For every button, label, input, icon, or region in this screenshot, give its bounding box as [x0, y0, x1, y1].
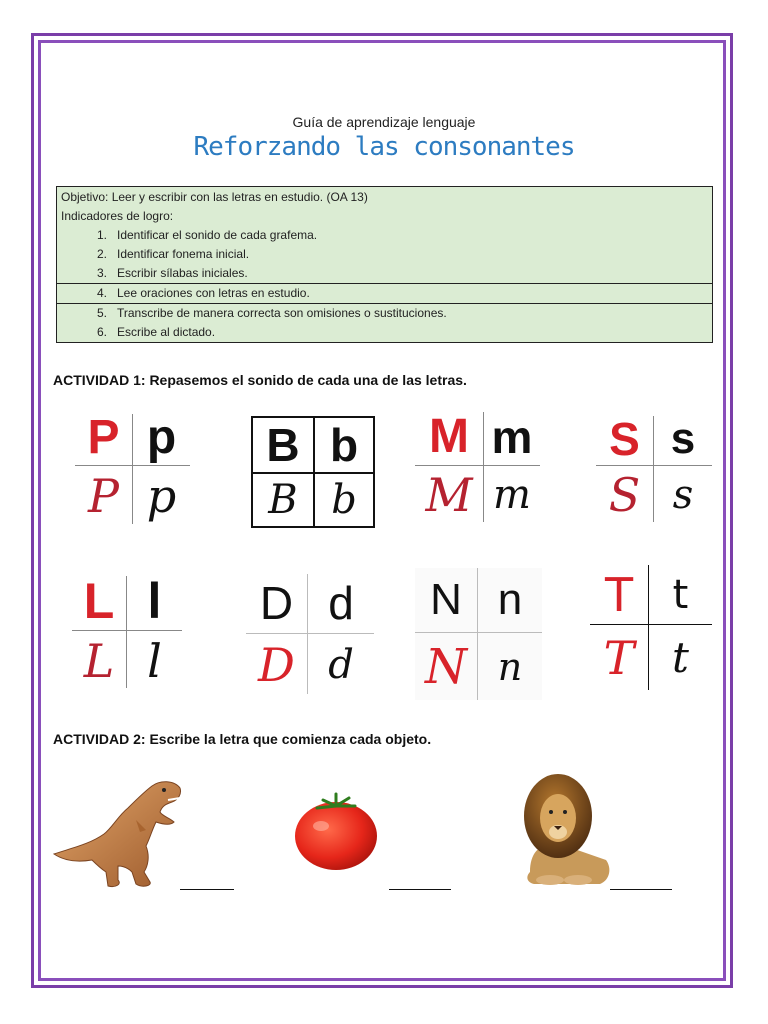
- cursive-upper-letter: D: [258, 638, 295, 692]
- tomato-icon: [293, 792, 379, 872]
- letter-card-b: [251, 416, 375, 528]
- cursive-upper-letter: B: [268, 477, 298, 523]
- cursive-lower-letter: b: [331, 477, 357, 523]
- print-upper-letter: S: [609, 412, 640, 465]
- print-lower-letter: p: [146, 411, 177, 464]
- print-upper-letter: B: [266, 419, 300, 471]
- letter-card-t: [590, 565, 712, 690]
- indicators-label: Indicadores de logro:: [61, 209, 174, 223]
- activity-1-label: ACTIVIDAD 1: Repasemos el sonido de cada una de las letras.: [53, 372, 467, 388]
- print-lower-letter: s: [670, 413, 696, 463]
- cursive-upper-letter: T: [603, 630, 635, 685]
- print-upper-letter: P: [87, 411, 120, 464]
- print-lower-letter: n: [497, 575, 523, 624]
- lion-icon: [520, 772, 612, 888]
- page-title: Reforzando las consonantes: [193, 132, 575, 162]
- cursive-upper-letter: N: [425, 638, 467, 695]
- print-lower-letter: d: [328, 576, 354, 629]
- print-upper-letter: L: [83, 573, 115, 629]
- indicator-item: 2. Identificar fonema inicial.: [96, 247, 250, 261]
- print-upper-letter: N: [430, 575, 462, 624]
- cursive-lower-letter: s: [672, 472, 694, 518]
- print-lower-letter: t: [672, 571, 689, 618]
- indicator-item: 5. Transcribe de manera correcta son omisiones o sustituciones.: [96, 306, 447, 320]
- print-lower-letter: b: [329, 419, 359, 471]
- letter-card-s: [596, 412, 712, 524]
- answer-blank-line[interactable]: [180, 889, 234, 890]
- print-upper-letter: D: [259, 576, 294, 629]
- cursive-lower-letter: l: [147, 633, 162, 688]
- cursive-upper-letter: M: [425, 467, 473, 522]
- indicator-item: 4. Lee oraciones con letras en estudio.: [96, 286, 310, 300]
- answer-blank-text: [180, 876, 184, 877]
- print-upper-letter: T: [604, 567, 634, 622]
- answer-blank-line[interactable]: [610, 889, 672, 890]
- letter-card-p: [75, 410, 190, 525]
- indicator-item: 6. Escribe al dictado.: [96, 325, 216, 339]
- cursive-lower-letter: t: [672, 633, 689, 682]
- print-lower-letter: l: [147, 573, 162, 629]
- objective-text: Objetivo: Leer y escribir con las letras en estudio. (OA 13): [61, 190, 368, 204]
- objectives-box: [56, 186, 713, 343]
- cursive-lower-letter: p: [146, 468, 177, 523]
- cursive-upper-letter: P: [88, 468, 119, 523]
- print-lower-letter: m: [491, 410, 533, 463]
- cursive-upper-letter: L: [83, 633, 115, 688]
- answer-blank-line[interactable]: [389, 889, 451, 890]
- cursive-lower-letter: d: [328, 642, 354, 688]
- cursive-upper-letter: S: [608, 468, 641, 522]
- letter-card-m: [415, 408, 540, 523]
- cursive-lower-letter: n: [497, 644, 523, 689]
- answer-blank-text: [610, 876, 614, 877]
- letter-card-l: [72, 572, 182, 690]
- letter-card-n: [415, 568, 542, 700]
- indicator-item: 1. Identificar el sonido de cada grafema.: [96, 228, 318, 242]
- print-upper-letter: M: [429, 410, 469, 463]
- dinosaur-icon: [52, 772, 184, 892]
- letter-card-d: [246, 572, 374, 696]
- cursive-lower-letter: m: [493, 471, 531, 518]
- indicator-item: 3. Escribir sílabas iniciales.: [96, 266, 248, 280]
- answer-blank-text: [389, 876, 393, 877]
- guide-subtitle: Guía de aprendizaje lenguaje: [292, 114, 476, 130]
- activity-2-label: ACTIVIDAD 2: Escribe la letra que comienza cada objeto.: [53, 731, 432, 747]
